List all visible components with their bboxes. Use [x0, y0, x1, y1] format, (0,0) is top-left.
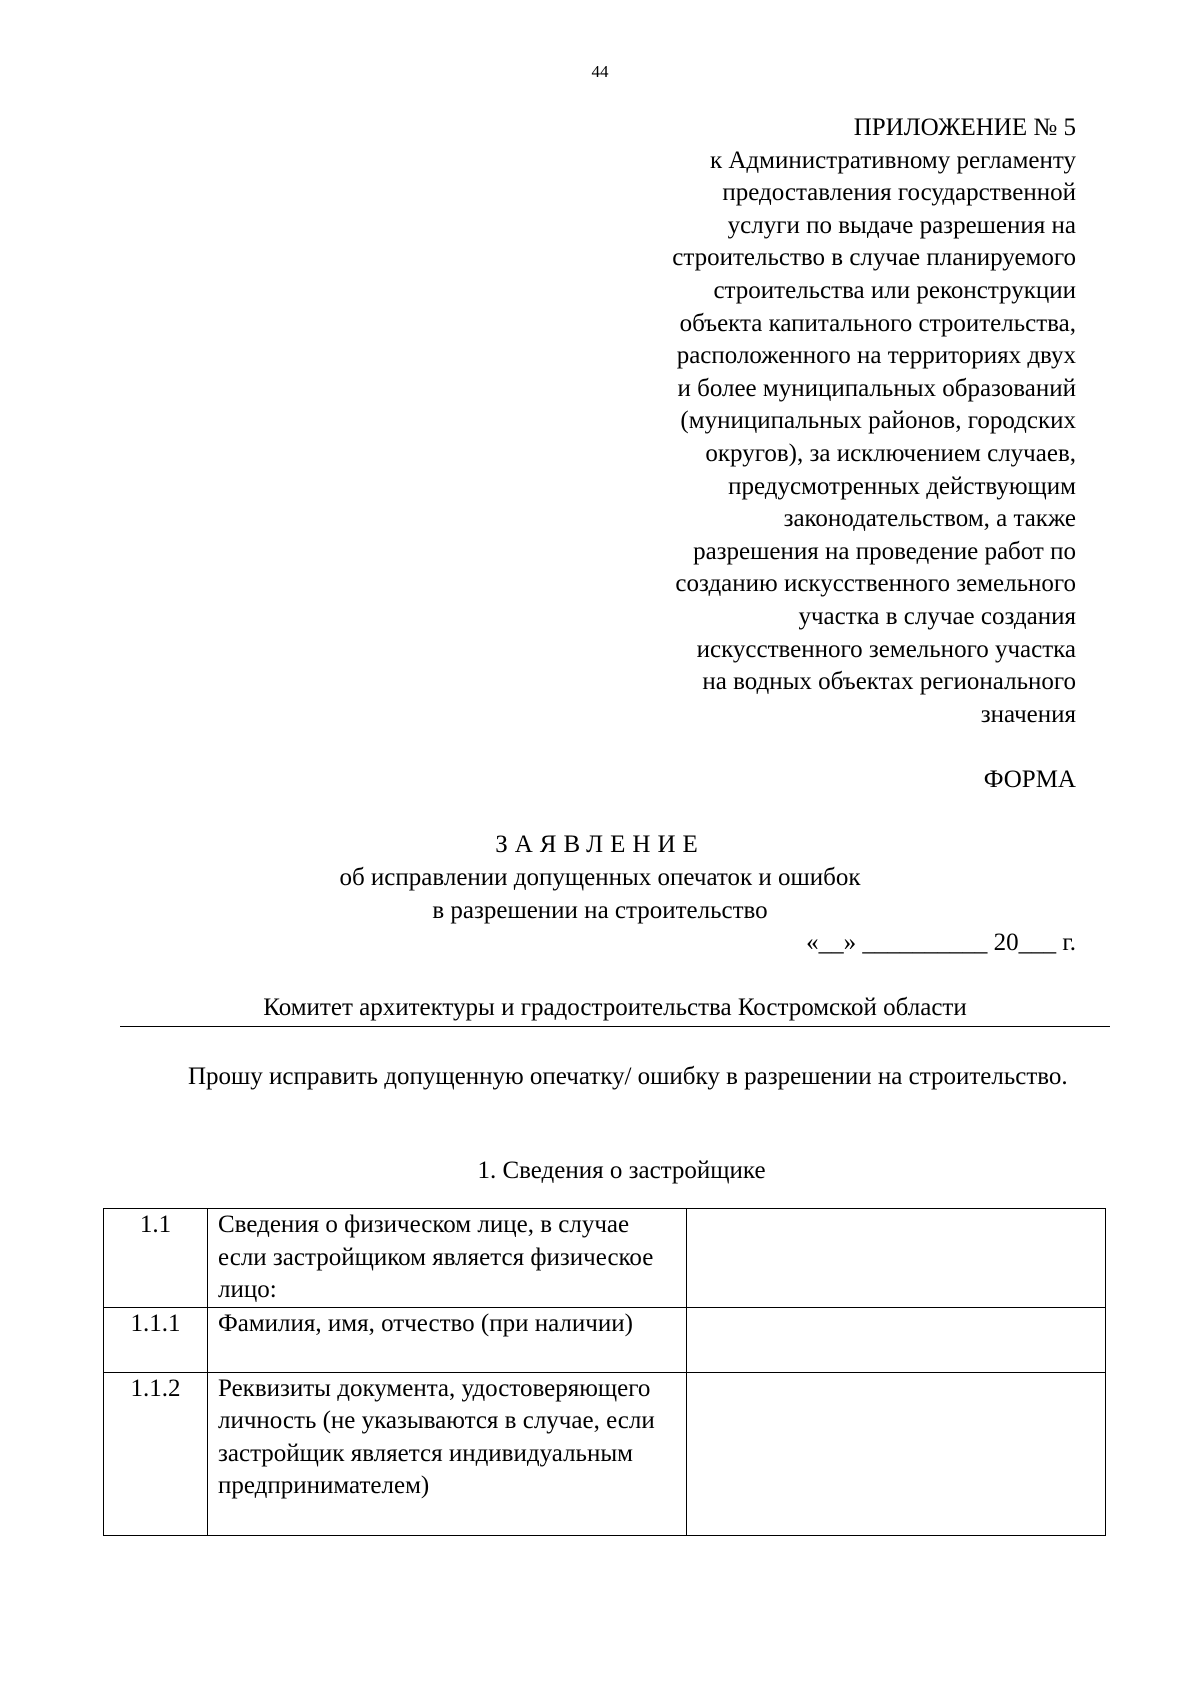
appendix-line: (муниципальных районов, городских [680, 407, 1076, 435]
appendix-line: строительство в случае планируемого [672, 244, 1076, 272]
table-row [104, 1307, 1106, 1372]
appendix-line: и более муниципальных образований [677, 374, 1076, 402]
appendix-line: созданию искусственного земельного [675, 570, 1076, 598]
row-label: Фамилия, имя, отчество (при наличии) [208, 1307, 687, 1372]
appendix-line: на водных объектах регионального [702, 668, 1076, 696]
appendix-line: расположенного на территориях двух [676, 342, 1076, 370]
row-label: Реквизиты документа, удостоверяющего личность (не указываются в случае, если застройщик является индивидуальным предпринимателем) [208, 1372, 687, 1535]
appendix-header [556, 112, 1076, 731]
row-number: 1.1 [104, 1209, 208, 1308]
appendix-line: строительства или реконструкции [713, 276, 1076, 304]
row-value-field[interactable] [687, 1307, 1106, 1372]
row-value-field[interactable] [687, 1372, 1106, 1535]
row-number: 1.1.2 [104, 1372, 208, 1535]
date-line: «__» __________ 20___ г. [806, 929, 1076, 956]
document-subtitle-line2: в разрешении на строительство [432, 897, 768, 924]
request-text: Прошу исправить допущенную опечатку/ ошибку в разрешении на строительство. [188, 1063, 1068, 1090]
appendix-line: участка в случае создания [798, 602, 1076, 630]
appendix-line: законодательством, а также [783, 505, 1076, 533]
appendix-line: округов), за исключением случаев, [705, 439, 1076, 467]
appendix-line: к Административному регламенту [709, 146, 1076, 174]
appendix-line: разрешения на проведение работ по [693, 537, 1076, 565]
row-number: 1.1.1 [104, 1307, 208, 1372]
addressee: Комитет архитектуры и градостроительства Костромской области [120, 992, 1110, 1027]
appendix-line: ПРИЛОЖЕНИЕ № 5 [853, 114, 1076, 141]
table-row [104, 1372, 1106, 1535]
form-label: ФОРМА [983, 766, 1076, 793]
appendix-line: предусмотренных действующим [728, 472, 1076, 500]
appendix-line: предоставления государственной [722, 179, 1076, 207]
page-number: 44 [591, 62, 609, 81]
developer-info-table [103, 1208, 1106, 1536]
appendix-line: искусственного земельного участка [696, 635, 1076, 663]
appendix-line: услуги по выдаче разрешения на [727, 211, 1076, 239]
document-subtitle-line1: об исправлении допущенных опечаток и ошибок [339, 864, 861, 891]
table-row [104, 1209, 1106, 1308]
document-title: ЗАЯВЛЕНИЕ [495, 831, 705, 858]
appendix-line: объекта капитального строительства, [679, 309, 1076, 337]
section-title: 1. Сведения о застройщике [477, 1157, 766, 1184]
row-label: Сведения о физическом лице, в случае если застройщиком является физическое лицо: [208, 1209, 687, 1308]
appendix-line: значения [980, 700, 1076, 728]
row-value-field[interactable] [687, 1209, 1106, 1308]
